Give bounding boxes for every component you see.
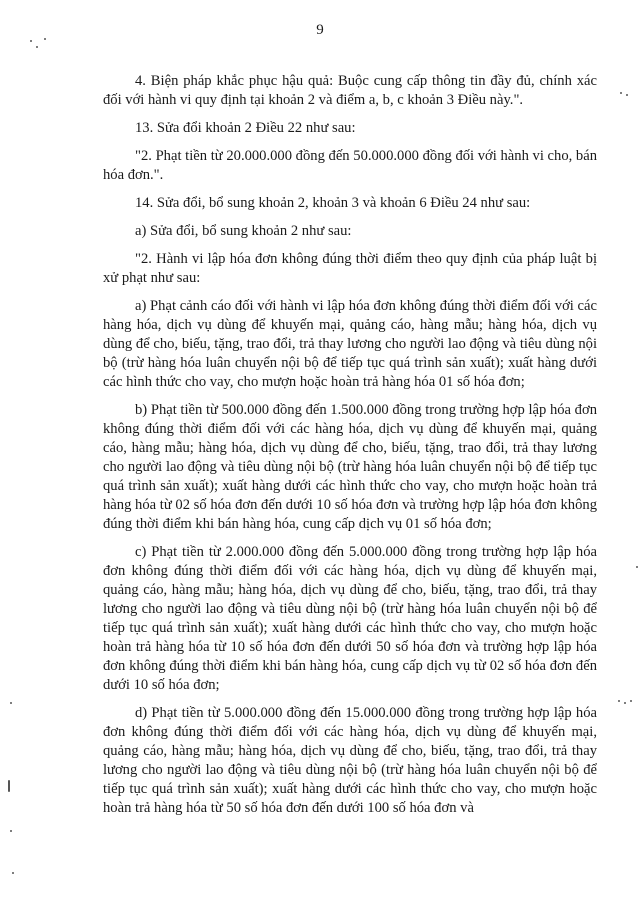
paragraph-remedial-measure: 4. Biện pháp khắc phục hậu quả: Buộc cung cấp thông tin đầy đủ, chính xác đối với hành vi quy định tại khoản 2 và điểm a, b, c khoản 3 Điều này.". [103, 73, 597, 108]
page-number: 9 [316, 22, 324, 38]
scan-speck [12, 872, 14, 874]
paragraph-item-13: 13. Sửa đổi khoản 2 Điều 22 như sau: [135, 120, 356, 136]
scan-speck [630, 700, 632, 702]
scan-speck [620, 92, 622, 94]
scan-speck [618, 700, 620, 702]
paragraph-point-d: d) Phạt tiền từ 5.000.000 đồng đến 15.000.000 đồng trong trường hợp lập hóa đơn không đúng thời điểm đối với các hàng hóa, dịch vụ dùng để khuyến mại, quảng cáo, hàng mẫu; hàng hóa, dịch vụ dùng để cho, biếu, tặng, trao đổi, trả thay lương cho người lao động và tiêu dùng nội bộ (trừ hàng hóa luân chuyển nội bộ để tiếp tục quá trình sản xuất); xuất hàng dưới các hình thức cho vay, cho mượn hoặc hoàn trả hàng hóa từ 50 số hóa đơn đến dưới 100 số hóa đơn và [103, 705, 597, 816]
paragraph-clause-2-intro: "2. Hành vi lập hóa đơn không đúng thời điểm theo quy định của pháp luật bị xử phạt như sau: [103, 251, 597, 286]
paragraph-amend-clause-2: a) Sửa đổi, bổ sung khoản 2 như sau: [135, 223, 352, 239]
paragraph-point-c: c) Phạt tiền từ 2.000.000 đồng đến 5.000.000 đồng trong trường hợp lập hóa đơn không đúng thời điểm đối với các hàng hóa, dịch vụ dùng để khuyến mại, quảng cáo, hàng mẫu; hàng hóa, dịch vụ dùng để cho, biếu, tặng, trao đổi, trả thay lương cho người lao động và tiêu dùng nội bộ (trừ hàng hóa luân chuyển nội bộ để tiếp tục quá trình sản xuất); xuất hàng dưới các hình thức cho vay, cho mượn hoặc hoàn trả hàng hóa từ 10 số hóa đơn đến dưới 50 số hóa đơn và trường hợp lập hóa đơn không đúng thời điểm khi bán hàng hóa, cung cấp dịch vụ từ 02 số hóa đơn đến dưới 10 số hóa đơn; [103, 544, 597, 693]
scan-speck [30, 40, 32, 42]
scan-speck [636, 566, 638, 568]
scan-speck [626, 94, 628, 96]
scan-speck [44, 38, 46, 40]
scan-speck [624, 702, 626, 704]
paragraph-clause-2-article-22: "2. Phạt tiền từ 20.000.000 đồng đến 50.000.000 đồng đối với hành vi cho, bán hóa đơn.". [103, 148, 597, 183]
scan-speck [36, 46, 38, 48]
scan-speck [10, 702, 12, 704]
paragraph-point-a: a) Phạt cảnh cáo đối với hành vi lập hóa đơn không đúng thời điểm đối với các hàng hóa, dịch vụ dùng để khuyến mại, quảng cáo, hàng mẫu; hàng hóa, dịch vụ dùng để cho, biếu, tặng, trao đổi, trả thay lương cho người lao động và tiêu dùng nội bộ (trừ hàng hóa luân chuyển nội bộ để tiếp tục quá trình sản xuất); xuất hàng dưới các hình thức cho vay, cho mượn hoặc hoàn trả hàng hóa 01 số hóa đơn; [103, 298, 597, 390]
scan-speck [8, 780, 10, 792]
paragraph-item-14: 14. Sửa đổi, bổ sung khoản 2, khoản 3 và khoản 6 Điều 24 như sau: [135, 195, 531, 211]
document-body [103, 72, 597, 818]
paragraph-point-b: b) Phạt tiền từ 500.000 đồng đến 1.500.000 đồng trong trường hợp lập hóa đơn không đúng thời điểm đối với các hàng hóa, dịch vụ dùng để khuyến mại, quảng cáo, hàng mẫu; hàng hóa, dịch vụ dùng để cho, biếu, tặng, trao đổi, trả thay lương cho người lao động và tiêu dùng nội bộ (trừ hàng hóa luân chuyển nội bộ để tiếp tục quá trình sản xuất); xuất hàng dưới các hình thức cho vay, cho mượn hoặc hoàn trả hàng hóa từ 02 số hóa đơn đến dưới 10 số hóa đơn và trường hợp lập hóa đơn không đúng thời điểm khi bán hàng hóa, cung cấp dịch vụ 01 số hóa đơn; [103, 402, 597, 532]
scan-speck [10, 830, 12, 832]
